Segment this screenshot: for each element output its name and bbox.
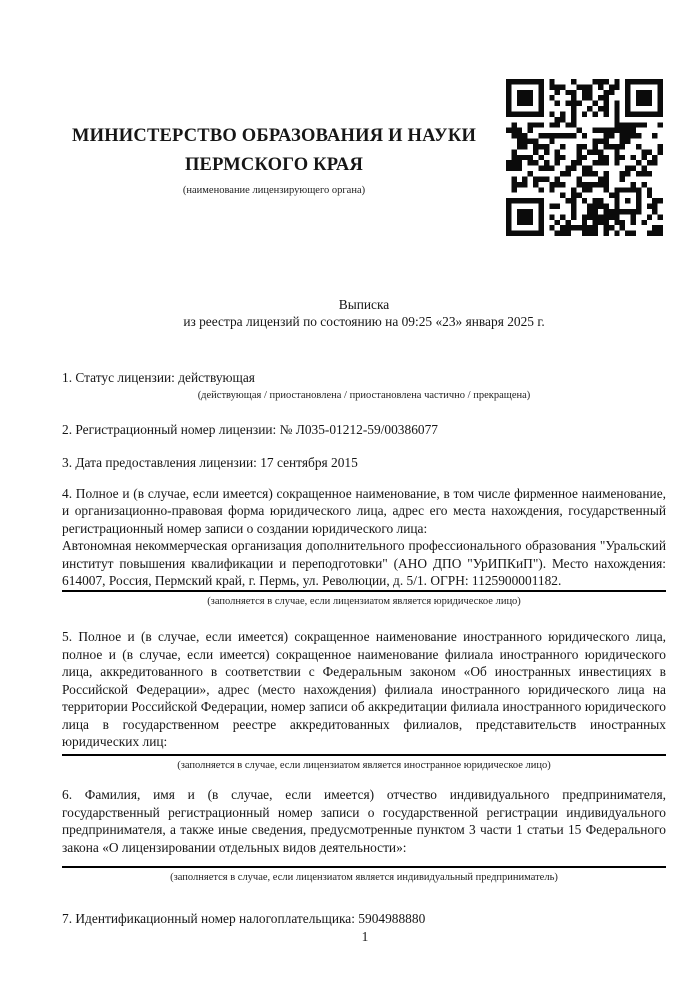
field-5-text: 5. Полное и (в случае, если имеется) сокращенное наименование иностранного юридического лица, полное и (в случае, если имеется) сокращенное наименование филиала иностранного юридического лица, аккредитованного в соответствии с Федеральным законом «Об иностранных инвестициях в Российской Федерации», адрес (место нахождения) филиала иностранного юридического лица на территории Российской Федерации, номер записи об аккредитации филиала иностранного юридического лица в государственном реестре аккредитованных филиалов, представительств иностранных юридических лиц:	[62, 629, 666, 749]
field-2-registration-number: 2. Регистрационный номер лицензии: № Л035-01212-59/00386077	[62, 422, 438, 438]
field-6-text: 6. Фамилия, имя и (в случае, если имеется) отчество индивидуального предпринимателя, государственный регистрационный номер записи о государственной регистрации индивидуального предпринимателя, а также иные сведения, предусмотренные пунктом 3 части 1 статьи 15 Федерального закона «О лицензировании отдельных видов деятельности»:	[62, 787, 666, 855]
field-1-license-status	[62, 369, 666, 402]
field-1-text: 1. Статус лицензии: действующая	[62, 369, 255, 385]
document-title-line1: Выписка	[338, 297, 390, 312]
field-6-caption: (заполняется в случае, если лицензиатом является индивидуальный предприниматель)	[170, 871, 558, 883]
page-number: 1	[361, 929, 369, 944]
field-4-value: Автономная некоммерческая организация дополнительного профессионального образования "Уральский институт повышения квалификации и переподготовки" (АНО ДПО "УрИПКиП"). Место нахождения: 614007, Россия, Пермский край, г. Пермь, ул. Революции, д. 5/1. ОГРН: 1125900001182.	[62, 538, 666, 589]
qr-code-icon	[506, 79, 663, 236]
field-4-text: 4. Полное и (в случае, если имеется) сокращенное наименование, в том числе фирменное наименование, и организационно-правовая форма юридического лица, адрес его места нахождения, государственный регистрационный номер записи о создании юридического лица:	[62, 486, 666, 536]
document-body	[62, 296, 666, 927]
fill-in-rule	[62, 590, 666, 592]
field-4-caption: (заполняется в случае, если лицензиатом является юридическое лицо)	[207, 596, 521, 608]
field-5-foreign-entity	[62, 628, 666, 772]
field-1-caption: (действующая / приостановлена / приостановлена частично / прекращена)	[197, 390, 531, 402]
field-6-individual-entrepreneur	[62, 786, 666, 884]
licensing-authority-caption: (наименование лицензирующего органа)	[182, 185, 366, 196]
field-7-taxpayer-number: 7. Идентификационный номер налогоплательщика: 5904988880	[62, 910, 426, 926]
field-4-legal-entity	[62, 485, 666, 608]
licensing-authority-header	[48, 122, 500, 197]
document-title	[62, 296, 666, 331]
ministry-name-line2: ПЕРМСКОГО КРАЯ	[184, 155, 364, 175]
document-title-line2: из реестра лицензий по состоянию на 09:25 «23» января 2025 г.	[183, 314, 545, 330]
empty-fill-in-rule	[62, 750, 666, 756]
empty-fill-in-rule	[62, 856, 666, 868]
ministry-name-line1: МИНИСТЕРСТВО ОБРАЗОВАНИЯ И НАУКИ	[71, 126, 477, 146]
field-3-grant-date: 3. Дата предоставления лицензии: 17 сентября 2015	[62, 454, 358, 470]
field-5-caption: (заполняется в случае, если лицензиатом является иностранное юридическое лицо)	[177, 760, 551, 772]
